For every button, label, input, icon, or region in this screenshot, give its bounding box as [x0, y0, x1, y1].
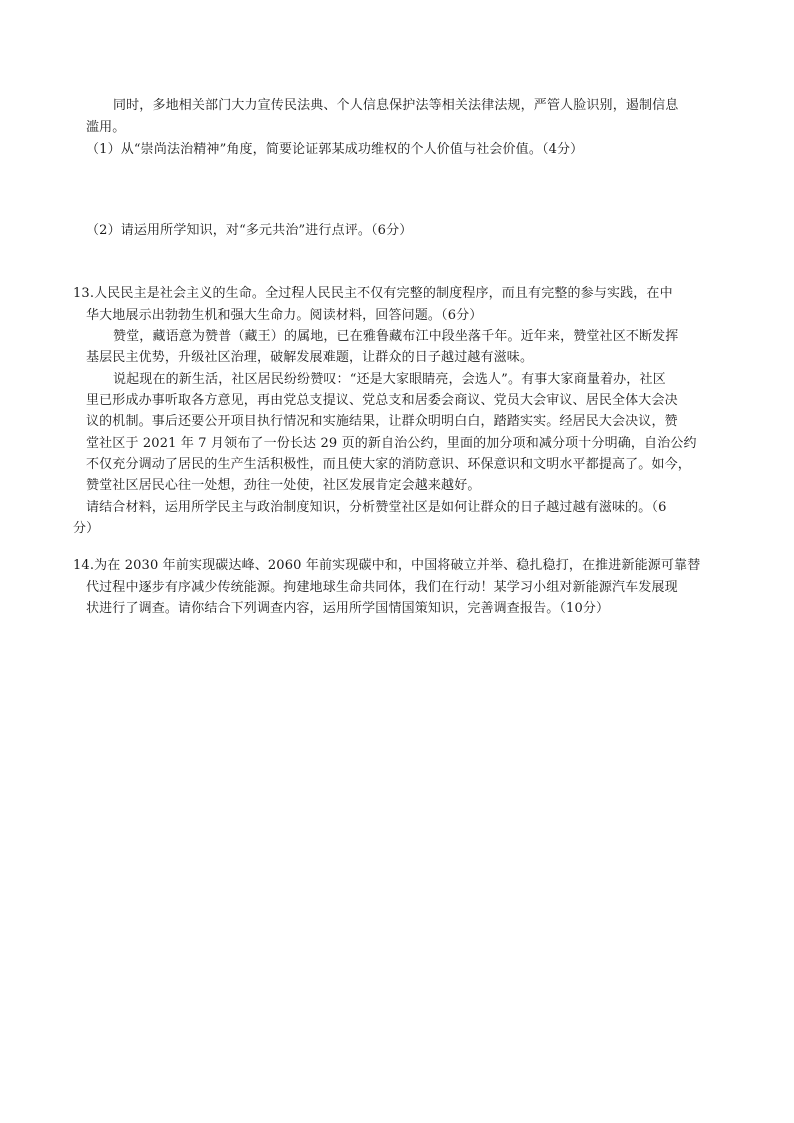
question-13-line-12: 分）: [73, 521, 100, 536]
paragraph-intro-line-1: 同时，多地相关部门大力宣传民法典、个人信息保护法等相关法律法规，严管人脸识别，遏制信息: [113, 98, 679, 113]
question-13-line-11: 请结合材料，运用所学民主与政治制度知识，分析赞堂社区是如何让群众的日子越过越有滋味的。（6: [86, 500, 667, 515]
question-13-line-3: 赞堂，藏语意为赞普（藏王）的属地，已在雅鲁藏布江中段坐落千年。近年来，赞堂社区不断发挥: [113, 329, 679, 344]
paragraph-intro-line-2: 滥用。: [86, 120, 126, 135]
question-13-line-1: 13.人民民主是社会主义的生命。全过程人民民主不仅有完整的制度程序，而且有完整的参与实践，在中: [73, 286, 673, 301]
question-13-line-2: 华大地展示出勃勃生机和强大生命力。阅读材料，回答问题。（6分）: [86, 308, 483, 323]
question-14-line-1: 14.为在 2030 年前实现碳达峰、2060 年前实现碳中和，中国将破立并举、稳扎稳打，在推进新能源可靠替: [73, 558, 701, 573]
question-13-line-9: 不仅充分调动了居民的生产生活积极性，而且使大家的消防意识、环保意识和文明水平都提高了。如今，: [86, 457, 691, 472]
question-13-line-6: 里已形成办事听取各方意见，再由党总支提议、党总支和居委会商议、党员大会审议、居民全体大会决: [86, 393, 678, 408]
question-13-line-4: 基层民主优势，升级社区治理，破解发展难题，让群众的日子越过越有滋味。: [86, 350, 534, 365]
question-14-line-3: 状进行了调查。请你结合下列调查内容，运用所学国情国策知识，完善调查报告。（10分）: [86, 601, 610, 616]
question-13-line-7: 议的机制。事后还要公开项目执行情况和实施结果，让群众明明白白，踏踏实实。经居民大会决议，赞: [86, 414, 678, 429]
question-13-line-8: 堂社区于 2021 年 7 月领布了一份长达 29 页的新自治公约，里面的加分项和减分项十分明确，自治公约: [86, 436, 697, 451]
question-12-part-2: （2）请运用所学知识，对“多元共治”进行点评。（6分）: [86, 223, 413, 238]
question-13-line-10: 赞堂社区居民心往一处想，劲往一处使，社区发展肯定会越来越好。: [86, 478, 481, 493]
question-13-line-5: 说起现在的新生活，社区居民纷纷赞叹：“还是大家眼睛亮，会选人”。有事大家商量着办，社区: [113, 372, 666, 387]
question-14-line-2: 代过程中逐步有序减少传统能源。拘建地球生命共同体，我们在行动！某学习小组对新能源汽车发展现: [86, 580, 678, 595]
question-12-part-1: （1）从“崇尚法治精神”角度，简要论证郭某成功维权的个人价值与社会价值。（4分）: [86, 142, 584, 157]
